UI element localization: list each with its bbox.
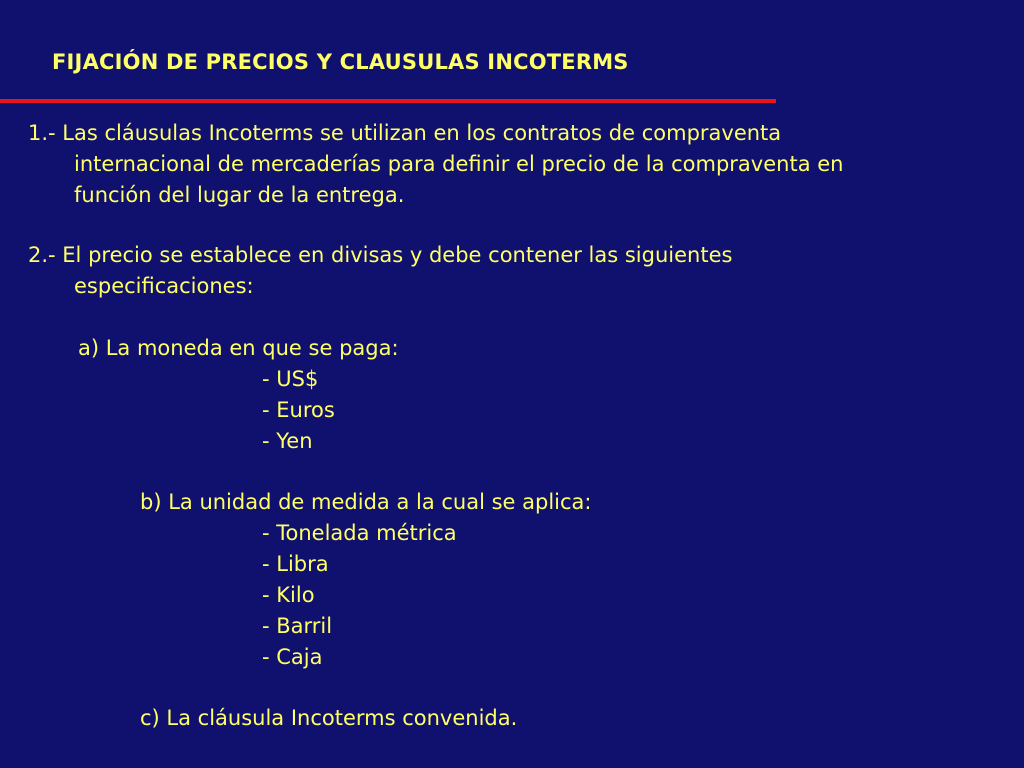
point-2-line-1: 2.- El precio se establece en divisas y debe contener las siguientes [28,243,733,267]
point-1-line-1: 1.- Las cláusulas Incoterms se utilizan en los contratos de compraventa [28,121,782,145]
item-b-option: - Tonelada métrica [262,521,457,545]
title-divider [0,99,776,103]
item-b-option: - Libra [262,552,329,576]
item-b-option: - Caja [262,645,323,669]
item-a-label: a) La moneda en que se paga: [78,336,399,360]
point-2-line-2: especificaciones: [74,274,254,298]
item-b-option: - Kilo [262,583,315,607]
slide-title: FIJACIÓN DE PRECIOS Y CLAUSULAS INCOTERMS [52,50,629,74]
item-a-option: - US$ [262,367,319,391]
item-c-label: c) La cláusula Incoterms convenida. [140,706,518,730]
item-a-option: - Euros [262,398,335,422]
item-b-option: - Barril [262,614,333,638]
point-1-line-3: función del lugar de la entrega. [74,183,405,207]
point-1-line-2: internacional de mercaderías para definir el precio de la compraventa en [74,152,844,176]
item-b-label: b) La unidad de medida a la cual se aplica: [140,490,592,514]
item-a-option: - Yen [262,429,313,453]
